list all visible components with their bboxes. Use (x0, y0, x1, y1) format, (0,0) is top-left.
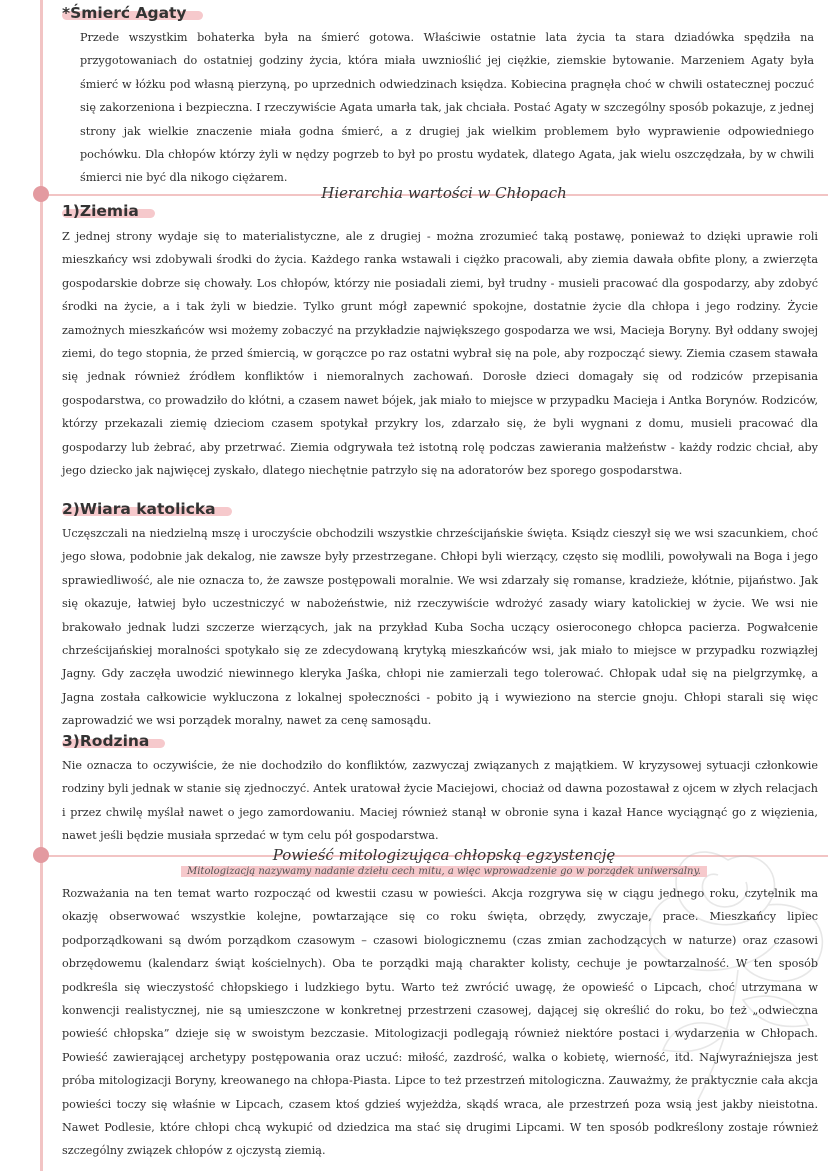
margin-line (40, 0, 43, 1171)
paragraph-rodzina: Nie oznacza to oczywiście, że nie dochodziło do konfliktów, zazwyczaj związanych z majątkiem. W kryzysowej sytuacji członkowie rodziny byli jednak w stanie się zjednoczyć. Antek uratował życie Maciejowi, chociaż od dawna pozostawał z ojcem w złych relacjach i przez chwilę myślał nawet o jego zamordowaniu. Maciej również stanął w obronie syna i kazał Hance wyciągnąć go z więzienia, nawet jeśli będzie musiała sprzedać w tym celu pół gospodarstwa. (62, 759, 818, 843)
paragraph-ziemia: Z jednej strony wydaje się to materialistyczne, ale z drugiej - można zrozumieć taką postawę, ponieważ to dzięki uprawie roli mieszkańcy wsi zdobywali środki do życia. Każdego ranka wstawali i ciężko pracowali, aby ziemia dawała obfite plony, a zwierzęta gospodarskie dobrze się chowały. Los chłopów, którzy nie posiadali ziemi, był trudny - musieli pracować dla gospodarzy, aby zdobyć środki na życie, a i tak żyli w biedzie. Tylko grunt mógł zapewnić spokojne, dostatnie życie dla chłopa i jego rodziny. Życie zamożnych mieszkańców wsi możemy zobaczyć na przykładzie największego gospodarza we wsi, Macieja Boryny. Był oddany swojej ziemi, do tego stopnia, że przed śmiercią, w gorączce po raz ostatni wybrał się na pole, aby rozpocząć siewy. Ziemia czasem stawała się jednak również źródłem konfliktów i niemoralnych zachowań. Dorosłe dzieci domagały się od rodziców przepisania gospodarstwa, co prowadziło do kłótni, a czasem nawet bójek, jak miało to miejsce w przypadku Macieja i Antka Borynów. Rodziców, którzy przekazali ziemię dzieciom czasem spotykał przykry los, zdarzało się, że byli wygnani z domu, musieli pracować dla gospodarzy lub żebrać, aby przetrwać. Ziemia odgrywała też istotną rolę podczas zawierania małżeństw - każdy rodzic chciał, aby jego dziecko jak najwięcej zyskało, dlatego niechętnie patrzyło się na adoratorów bez sporego gospodarstwa. (62, 230, 818, 478)
section-heading-powiesc: Powieść mitologizująca chłopską egzystencję (272, 846, 616, 864)
paragraph-powiesc: Rozważania na ten temat warto rozpocząć od kwestii czasu w powieści. Akcja rozgrywa się w ciągu jednego roku, czytelnik ma okazję obserwować wszystkie kolejne, powtarzające się co roku święta, obrzędy, zwyczaje, prace. Mieszkańcy lipiec podporządkowani są dwóm porządkom czasowym – czasowi biologicznemu (czas zmian zachodzących w naturze) oraz czasowi obrzędowemu (kalendarz świąt kościelnych). Oba te porządki mają charakter kolisty, cechuje je powtarzalność. W ten sposób podkreśla się wieczystość chłopskiego i ludzkiego bytu. Warto też zwrócić uwagę, że opowieść o Lipcach, choć utrzymana w konwencji realistycznej, nie są umieszczone w konkretnej przestrzeni czasowej, dającej się określić do roku, bo też „odwieczna powieść chłopska” dzieje się w swoistym bezczasie. Mitologizacji podlegają również niektóre postaci i wydarzenia w Chłopach. Powieść zawierającej archetypy postępowania oraz uczuć: miłość, zazdrość, walka o kobietę, wierność, itd. Najwyraźniejsza jest próba mitologizacji Boryny, kreowanego na chłopa-Piasta. Lipce to też przestrzeń mitologiczna. Zauważmy, że praktycznie cała akcja powieści toczy się właśnie w Lipcach, czasem ktoś gdzieś wyjeżdża, skądś wraca, ale przestrzeń poza wsią jest jakby nieistotna. Nawet Podlesie, które chłopi chcą wykupić od dziedzica ma stać się drugimi Lipcami. W ten sposób podkreślony zostaje również szczególny związek chłopów z ojczystą ziemią. (62, 887, 818, 1158)
section-heading-agata (62, 4, 187, 22)
section-subheading-powiesc (60, 866, 828, 877)
heading-text: 3)Rodzina (62, 732, 150, 750)
heading-text: 2)Wiara katolicka (62, 500, 216, 518)
bullet-dot (33, 847, 49, 863)
paragraph-wiara: Uczęszczali na niedzielną mszę i uroczyście obchodzili wszystkie chrześcijańskie święta. Ksiądz cieszył się we wsi szacunkiem, choć jego słowa, podobnie jak dekalog, nie zawsze były przestrzegane. Chłopi byli wierzący, często się modlili, powoływali na Boga i jego sprawiedliwość, ale nie oznacza to, że zawsze postępowali moralnie. We wsi zdarzały się romanse, kradzieże, kłótnie, pijaństwo. Jak się okazuje, łatwiej było uczestniczyć w nabożeństwie, niż rzeczywiście wdrożyć zasady wiary katolickiej w życie. We wsi nie brakowało jednak ludzi szczerze wierzących, jak na przykład Kuba Socha uczący osieroconego chłopca pacierza. Pogwałcenie chrześcijańskiej moralności spotykało się ze zdecydowaną krytyką mieszkańców wsi, jak miało to miejsce w przypadku rozwiązłej Jagny. Gdy zaczęła uwodzić niewinnego kleryka Jaśka, chłopi nie zamierzali tego tolerować. Chłopak udał się na pielgrzymkę, a Jagna została całkowicie wykluczona z lokalnej społeczności - pobito ją i wywieziono na stercie gnoju. Chłopi starali się więc zaprowadzić we wsi porządek moralny, nawet za cenę samosądu. (62, 527, 818, 728)
paragraph-agata: Przede wszystkim bohaterka była na śmierć gotowa. Właściwie ostatnie lata życia ta stara dziadówka spędziła na przygotowaniach do ostatniej godziny życia, która miała uwznioślić jej ciężkie, ziemskie bytowanie. Marzeniem Agaty była śmierć w łóżku pod własną pierzyną, po uprzednich odwiedzinach księdza. Kobiecina pragnęła choć w chwili ostatecznej poczuć się zakorzeniona i bezpieczna. I rzeczywiście Agata umarła tak, jak chciała. Postać Agaty w szczególny sposób pokazuje, z jednej strony jak wielkie znaczenie miała godna śmierć, a z drugiej jak wielkim problemem było wyprawienie odpowiedniego pochówku. Dla chłopów którzy żyli w nędzy pogrzeb to był po prostu wydatek, dlatego Agata, jak wielu oszczędzała, by w chwili śmierci nie być dla nikogo ciężarem. (80, 31, 814, 185)
page-subtitle: Hierarchia wartości w Chłopach (321, 184, 567, 202)
section-heading-wiara (62, 500, 216, 518)
heading-text: *Śmierć Agaty (62, 4, 187, 22)
subheading-text: Mitologizacją nazywamy nadanie dziełu cech mitu, a więc wprowadzenie go w porządek uniwersalny. (181, 866, 707, 877)
heading-text: 1)Ziemia (62, 202, 139, 220)
section-heading-rodzina (62, 732, 149, 750)
section-heading-ziemia (62, 202, 139, 220)
bullet-dot (33, 186, 49, 202)
